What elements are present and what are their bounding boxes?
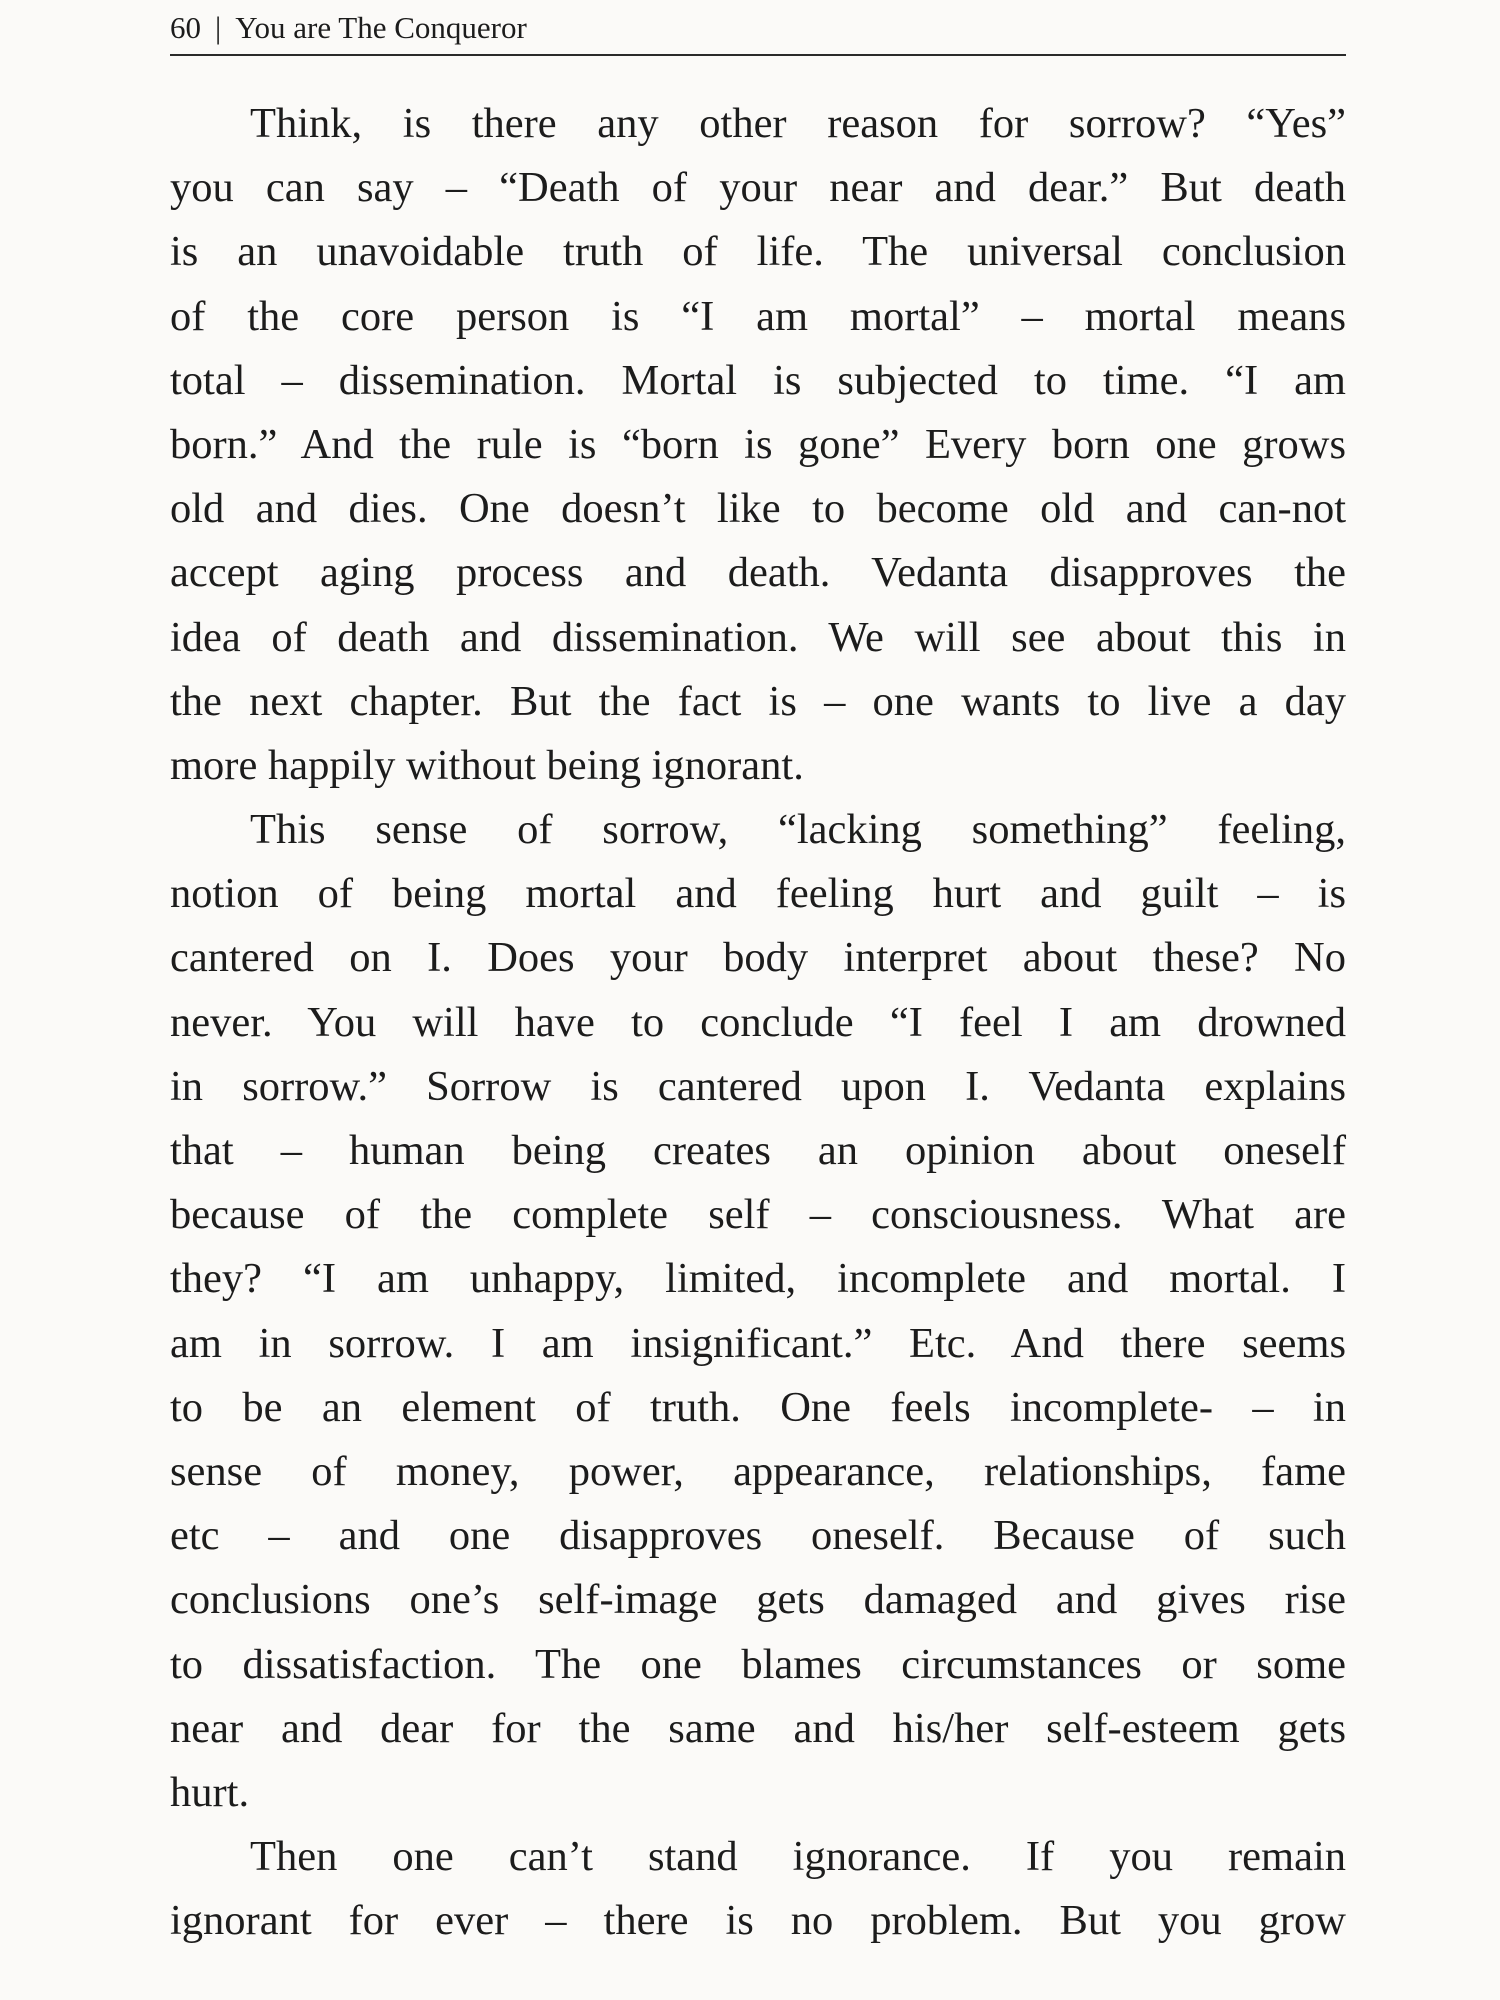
text-line: to be an element of truth. One feels incomplete- – in <box>170 1383 1346 1431</box>
text-line: because of the complete self – consciousness. What are <box>170 1191 1346 1239</box>
paragraph <box>170 92 1346 798</box>
text-line: total – dissemination. Mortal is subjected to time. “I am <box>170 356 1346 404</box>
text-line: they? “I am unhappy, limited, incomplete and mortal. I <box>170 1255 1346 1303</box>
page-number: 60 <box>170 10 201 45</box>
text-line: never. You will have to conclude “I feel I am drowned <box>170 998 1346 1046</box>
text-line: is an unavoidable truth of life. The universal conclusion <box>170 228 1346 276</box>
text-line: to dissatisfaction. The one blames circumstances or some <box>170 1640 1346 1688</box>
text-line: accept aging process and death. Vedanta disapproves the <box>170 549 1346 597</box>
text-line: Then one can’t stand ignorance. If you remain <box>250 1833 1346 1881</box>
text-line: ignorant for ever – there is no problem. But you grow <box>170 1897 1346 1945</box>
book-title: You are The Conqueror <box>235 10 527 45</box>
text-line: near and dear for the same and his/her self-esteem gets <box>170 1704 1346 1752</box>
text-line: This sense of sorrow, “lacking something” feeling, <box>250 806 1346 854</box>
text-line: more happily without being ignorant. <box>170 741 804 789</box>
text-line: idea of death and dissemination. We will see about this in <box>170 613 1346 661</box>
text-line: conclusions one’s self-image gets damaged and gives rise <box>170 1576 1346 1624</box>
page-body <box>170 92 1346 1953</box>
running-header <box>170 8 1346 56</box>
text-line: cantered on I. Does your body interpret about these? No <box>170 934 1346 982</box>
text-line: of the core person is “I am mortal” – mortal means <box>170 292 1346 340</box>
paragraph <box>170 1825 1346 1953</box>
paragraph <box>170 798 1346 1825</box>
text-line: notion of being mortal and feeling hurt and guilt – is <box>170 870 1346 918</box>
text-line: in sorrow.” Sorrow is cantered upon I. Vedanta explains <box>170 1062 1346 1110</box>
text-line: am in sorrow. I am insignificant.” Etc. And there seems <box>170 1319 1346 1367</box>
text-line: born.” And the rule is “born is gone” Every born one grows <box>170 420 1346 468</box>
text-line: Think, is there any other reason for sorrow? “Yes” <box>250 100 1346 147</box>
text-line: that – human being creates an opinion about oneself <box>170 1127 1346 1174</box>
text-line: sense of money, power, appearance, relationships, fame <box>170 1447 1346 1495</box>
text-line: you can say – “Death of your near and dear.” But death <box>170 164 1346 212</box>
text-line: old and dies. One doesn’t like to become old and can-not <box>170 485 1346 533</box>
text-line: hurt. <box>170 1768 250 1816</box>
header-separator: | <box>215 10 222 45</box>
text-line: the next chapter. But the fact is – one wants to live a day <box>170 677 1346 725</box>
text-line: etc – and one disapproves oneself. Because of such <box>170 1512 1346 1560</box>
